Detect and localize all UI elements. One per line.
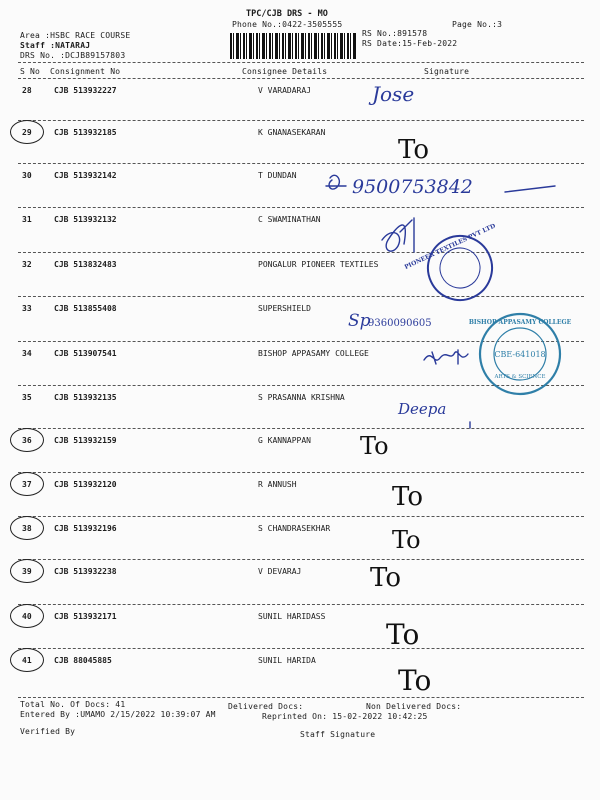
row-consignment-no: CJB 88045885 [54,656,112,665]
row-consignee: SUNIL HARIDA [258,656,316,665]
signature-scribble [326,175,346,189]
signature-phone-2: 9360090605 [368,318,432,329]
row-sno: 36 [22,436,32,445]
row-consignment-no: CJB 513932132 [54,215,117,224]
divider [18,697,584,698]
row-consignment-no: CJB 513907541 [54,349,117,358]
row-consignment-no: CJB 513932120 [54,480,117,489]
row-sno: 40 [22,612,32,621]
row-consignment-no: CJB 513932135 [54,393,117,402]
rs-date: RS Date:15-Feb-2022 [362,39,458,48]
row-consignment-no: CJB 513932171 [54,612,117,621]
row-sno: 38 [22,524,32,533]
row-consignee: C SWAMINATHAN [258,215,321,224]
row-consignment-no: CJB 513932159 [54,436,117,445]
signature-to: To [392,482,423,512]
stamp-code: CBE-641018 [494,350,546,359]
row-consignment-no: CJB 513832483 [54,260,117,269]
signature-to: To [392,526,421,554]
column-header-consignee: Consignee Details [242,67,328,76]
signature-to: To [370,563,401,593]
row-sno: 30 [22,171,32,180]
area-label: Area :HSBC RACE COURSE [20,31,131,40]
row-consignee: BISHOP APPASAMY COLLEGE [258,349,369,358]
row-consignee: SUPERSHIELD [258,304,311,313]
row-sno: 39 [22,567,32,576]
stamp-text: PIONEER TEXTILES PVT LTD [403,222,497,271]
row-sno: 29 [22,128,32,137]
college-stamp [469,314,572,394]
row-consignee: PONGALUR PIONEER TEXTILES [258,260,379,269]
column-header-consignment: Consignment No [50,67,121,76]
delivered-docs: Delivered Docs: [228,702,304,711]
phone-number: Phone No.:0422-3505555 [232,20,343,29]
signature-scribble [382,225,405,251]
row-sno: 31 [22,215,32,224]
signature-phone-1: 9500753842 [352,176,473,198]
row-consignment-no: CJB 513932142 [54,171,117,180]
row-sno: 35 [22,393,32,402]
company-stamp [401,218,518,318]
verified-by: Verified By [20,727,76,736]
row-consignee: K GNANASEKARAN [258,128,326,137]
signature-to: To [386,618,420,651]
row-consignment-no: CJB 513932185 [54,128,117,137]
entered-by: Entered By :UMAMO 2/15/2022 10:39:07 AM [20,710,216,719]
row-consignment-no: CJB 513932227 [54,86,117,95]
row-sno: 41 [22,656,32,665]
row-consignment-no: CJB 513932196 [54,524,117,533]
stamp-text: BISHOP APPASAMY COLLEGE [468,319,572,326]
row-consignee: R ANNUSH [258,480,297,489]
column-header-signature: Signature [424,67,470,76]
row-sno: 32 [22,260,32,269]
row-consignee: V DEVARAJ [258,567,302,576]
signature-scribble [424,350,468,364]
svg-text:Sp: Sp [348,311,371,331]
row-consignment-no: CJB 513855408 [54,304,117,313]
signature-deepa: Deepa [398,400,447,418]
row-consignee: G KANNAPPAN [258,436,311,445]
row-sno: 37 [22,480,32,489]
signature-jose: Jose [372,82,415,106]
staff-label: Staff :NATARAJ [20,41,91,50]
row-sno: 34 [22,349,32,358]
row-sno: 28 [22,86,32,95]
non-delivered-docs: Non Delivered Docs: [366,702,462,711]
row-consignee: V VARADARAJ [258,86,311,95]
signature-to: To [398,135,429,165]
row-consignee: S CHANDRASEKHAR [258,524,331,533]
stamp-text: ARTS & SCIENCE [494,374,546,380]
row-consignee: T DUNDAN [258,171,297,180]
row-consignment-no: CJB 513932238 [54,567,117,576]
total-docs: Total No. Of Docs: 41 [20,700,126,709]
row-sno: 33 [22,304,32,313]
row-consignee: SUNIL HARIDASS [258,612,326,621]
drs-number: DRS No. :DCJB89157803 [20,51,126,60]
signature-to: To [398,664,432,697]
reprinted-on: Reprinted On: 15-02-2022 10:42:25 [262,712,428,721]
page-number: Page No.:3 [452,20,503,29]
row-consignee: S PRASANNA KRISHNA [258,393,345,402]
signature-to: To [360,432,389,460]
staff-signature: Staff Signature [300,730,376,739]
rs-number: RS No.:891578 [362,29,428,38]
document-title: TPC/CJB DRS - MO [246,9,328,19]
column-header-sno: S No [20,67,41,76]
